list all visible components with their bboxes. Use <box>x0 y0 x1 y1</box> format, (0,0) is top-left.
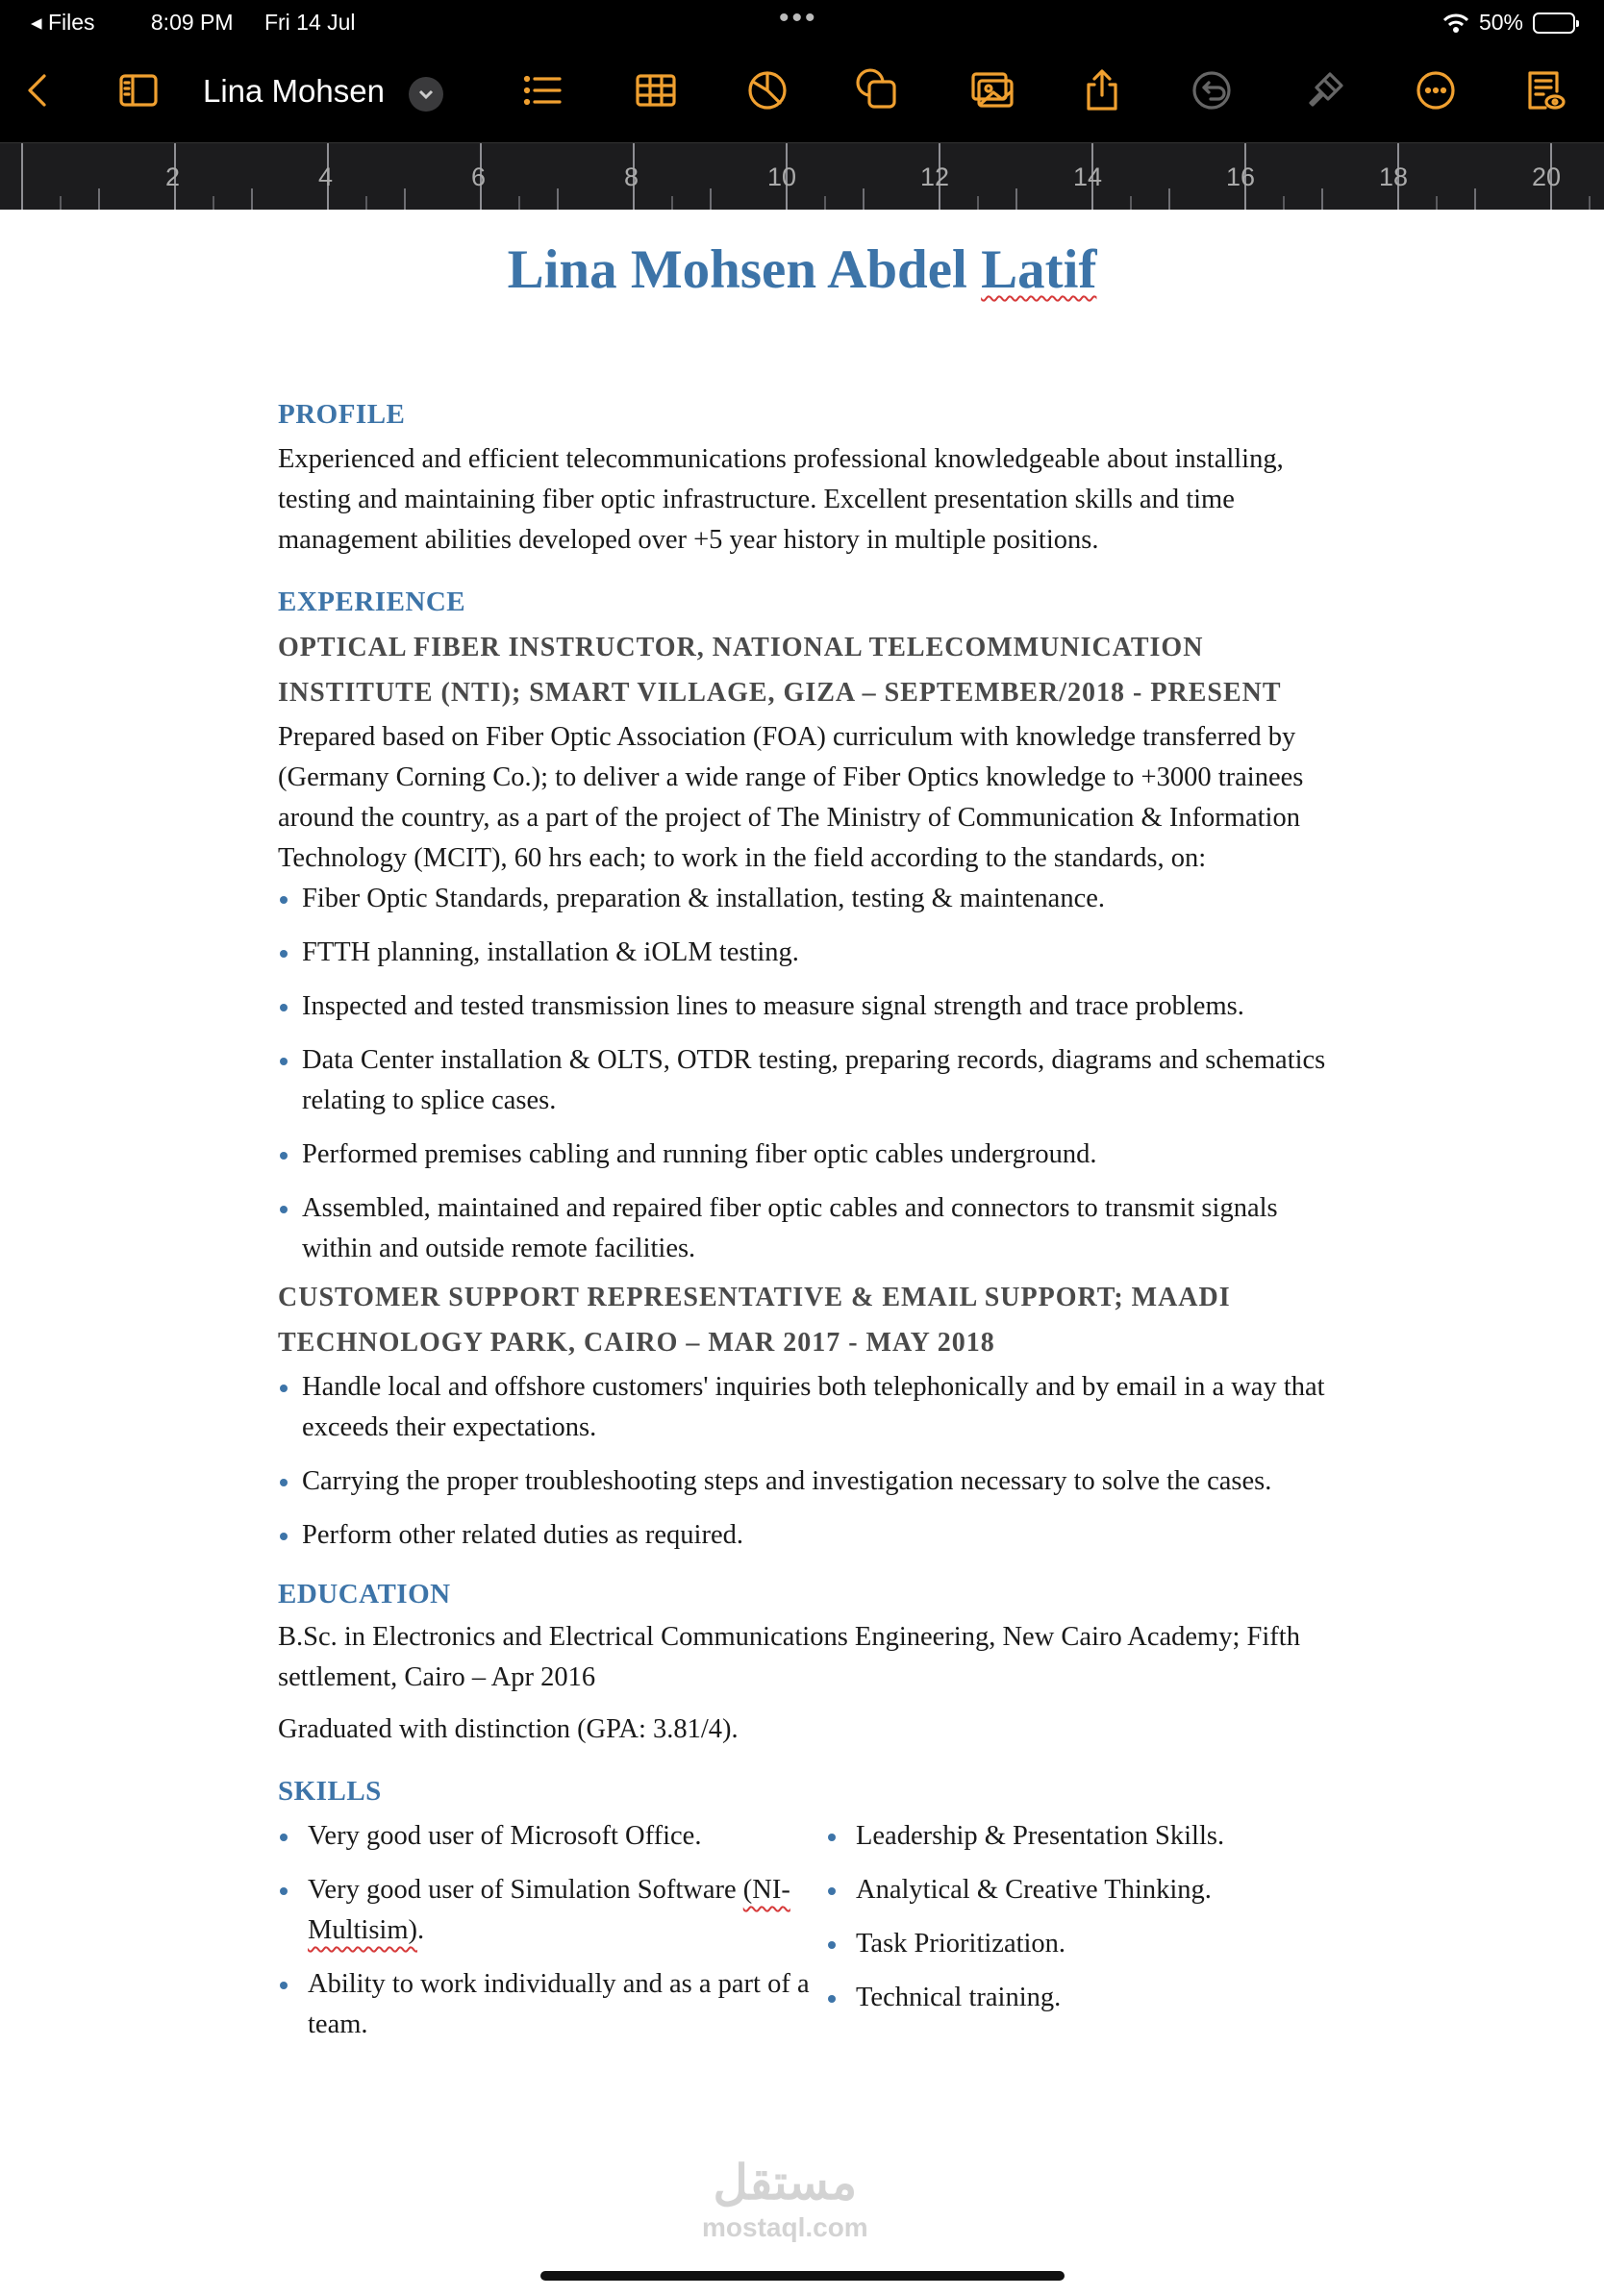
battery-percent: 50% <box>1478 10 1523 35</box>
status-date: Fri 14 Jul <box>263 10 356 35</box>
list-item: Ability to work individually and as a part of a team. <box>278 1964 826 2045</box>
list-item: Task Prioritization. <box>826 1924 1224 1964</box>
document-title[interactable]: Lina Mohsen <box>203 73 385 109</box>
list-item: Inspected and tested transmission lines to measure signal strength and trace problems. <box>278 986 1345 1027</box>
ruler-label: 8 <box>624 162 639 191</box>
education-heading: EDUCATION <box>278 1579 451 1610</box>
list-item: Carrying the proper troubleshooting steps and investigation necessary to solve the cases. <box>278 1461 1345 1502</box>
media-icon[interactable] <box>969 67 1015 113</box>
spelling-error-word[interactable]: (NI-Multisim) <box>308 1875 790 1945</box>
battery-icon <box>1533 12 1575 34</box>
ruler-label: 4 <box>318 162 334 191</box>
list-item: Handle local and offshore customers' inquiries both telephonically and by email in a way that exceeds their expectations. <box>278 1367 1345 1448</box>
share-icon[interactable] <box>1079 67 1125 113</box>
ruler-tick <box>1321 188 1323 210</box>
ruler-label: 18 <box>1379 162 1409 191</box>
experience-heading: EXPERIENCE <box>278 586 466 617</box>
more-icon[interactable] <box>1413 67 1459 113</box>
ruler-tick <box>824 196 826 210</box>
ruler-tick <box>710 188 712 210</box>
ruler-label: 20 <box>1532 162 1562 191</box>
list-item: Assembled, maintained and repaired fiber optic cables and connectors to transmit signals within and outside remote facilities. <box>278 1188 1345 1269</box>
shapes-icon[interactable] <box>855 67 901 113</box>
job-bullets <box>278 1367 1345 1556</box>
status-time: 8:09 PM <box>150 10 234 35</box>
table-icon[interactable] <box>633 67 679 113</box>
ruler-tick <box>251 188 253 210</box>
skills-heading: SKILLS <box>278 1776 382 1807</box>
back-chevron-icon[interactable] <box>15 67 62 113</box>
ruler-tick <box>213 196 214 210</box>
ruler-tick <box>1474 188 1476 210</box>
mostaql-watermark: مستقل mostaql.com <box>702 2156 868 2242</box>
reading-view-icon[interactable] <box>1521 67 1567 113</box>
chart-icon[interactable] <box>744 67 790 113</box>
ruler-tick <box>671 196 673 210</box>
wifi-icon <box>1442 12 1469 34</box>
ruler-label: 16 <box>1226 162 1256 191</box>
education-note: Graduated with distinction (GPA: 3.81/4). <box>278 1714 739 1744</box>
back-to-files-link[interactable]: ◂ Files <box>31 10 95 35</box>
ruler-tick <box>518 196 520 210</box>
ruler[interactable] <box>0 142 1604 210</box>
title-menu-chevron-icon[interactable] <box>409 77 443 112</box>
ruler-tick <box>977 196 979 210</box>
profile-text: Experienced and efficient telecommunications professional knowledgeable about installing, testing and maintaining fiber optic infrastructure. Excellent presentation skills and time management abilities developed over +5 year history in multiple positions. <box>278 444 1284 555</box>
sidebar-icon[interactable] <box>115 67 162 113</box>
list-item: Performed premises cabling and running fiber optic cables underground. <box>278 1135 1345 1175</box>
job-description: Prepared based on Fiber Optic Association (FOA) curriculum with knowledge transferred by (Germany Corning Co.); to deliver a wide range of Fiber Optics knowledge to +3000 trainees around the country, as a part of the project of The Ministry of Communication & Information Technology (MCIT), 60 hrs each; to work in the field according to the standards, on: <box>278 722 1304 873</box>
list-item: Data Center installation & OLTS, OTDR testing, preparing records, diagrams and schematics relating to splice cases. <box>278 1040 1345 1121</box>
multitasking-dots-icon[interactable]: ••• <box>779 2 818 34</box>
job-title: CUSTOMER SUPPORT REPRESENTATIVE & EMAIL SUPPORT; MAADI TECHNOLOGY PARK, CAIRO – MAR 2017 - MAY 2018 <box>278 1283 1231 1358</box>
list-item: Analytical & Creative Thinking. <box>826 1870 1224 1910</box>
job-bullets <box>278 879 1345 1269</box>
ruler-label: 10 <box>767 162 797 191</box>
list-item: Very good user of Microsoft Office. <box>278 1816 826 1857</box>
list-icon[interactable] <box>519 67 565 113</box>
profile-heading: PROFILE <box>278 399 406 430</box>
document-page[interactable] <box>0 210 1604 2296</box>
home-indicator[interactable] <box>540 2271 1065 2281</box>
list-item: Technical training. <box>826 1978 1224 2018</box>
ruler-tick <box>1168 188 1170 210</box>
job-title: OPTICAL FIBER INSTRUCTOR, NATIONAL TELECOMMUNICATION INSTITUTE (NTI); SMART VILLAGE, GIZA – SEPTEMBER/2018 - PRESENT <box>278 633 1282 708</box>
ruler-label: 12 <box>920 162 950 191</box>
format-brush-icon[interactable] <box>1302 67 1348 113</box>
ruler-tick <box>863 188 865 210</box>
ruler-tick <box>404 188 406 210</box>
list-item: Very good user of Simulation Software (NI-Multisim). <box>278 1870 826 1951</box>
ruler-tick <box>1015 188 1017 210</box>
ruler-tick <box>1130 196 1132 210</box>
top-bar <box>0 0 1604 142</box>
education-degree: B.Sc. in Electronics and Electrical Communications Engineering, New Cairo Academy; Fifth settlement, Cairo – Apr 2016 <box>278 1622 1300 1692</box>
status-bar-right <box>1442 10 1575 36</box>
status-bar-left <box>31 10 381 36</box>
ruler-label: 2 <box>165 162 181 191</box>
list-item: Perform other related duties as required. <box>278 1515 1345 1556</box>
ruler-tick <box>1283 196 1285 210</box>
spelling-error-word[interactable]: Latif <box>981 239 1097 300</box>
ruler-tick <box>1436 196 1438 210</box>
ruler-label: 14 <box>1073 162 1103 191</box>
undo-icon[interactable] <box>1189 67 1235 113</box>
resume-name: Lina Mohsen Abdel Latif <box>507 239 1097 300</box>
ruler-tick <box>1589 196 1591 210</box>
ruler-tick <box>21 142 23 210</box>
resume-content <box>278 397 1345 2045</box>
ruler-tick <box>98 188 100 210</box>
ruler-label: 6 <box>471 162 487 191</box>
skills-columns <box>278 1803 1345 2045</box>
list-item: Fiber Optic Standards, preparation & installation, testing & maintenance. <box>278 879 1345 919</box>
skills-right-list <box>826 1803 1224 2045</box>
ruler-tick <box>365 196 367 210</box>
list-item: Leadership & Presentation Skills. <box>826 1816 1224 1857</box>
skills-left-list <box>278 1803 826 2045</box>
ruler-tick <box>557 188 559 210</box>
list-item: FTTH planning, installation & iOLM testing. <box>278 933 1345 973</box>
ruler-tick <box>60 196 62 210</box>
